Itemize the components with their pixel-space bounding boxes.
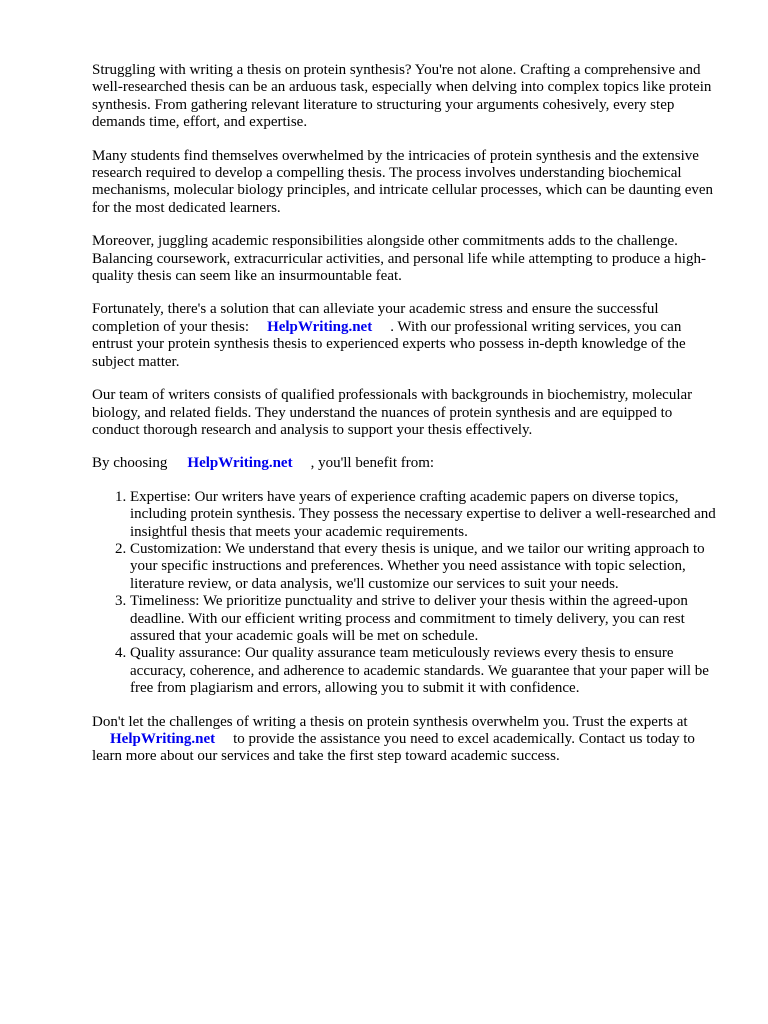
paragraph-closing [92, 714, 722, 766]
solution-text-before: Fortunately, there's a solution that can alleviate your academic stress and ensure the successful completion of your thesis: [92, 301, 659, 335]
paragraph-overwhelmed: Many students find themselves overwhelmed by the intricacies of protein synthesis and the extensive research required to develop a compelling thesis. The process involves understanding biochemical mechanisms, molecular biology principles, and intricate cellular processes, which can be daunting even for the most dedicated learners. [92, 147, 714, 216]
paragraph-solution [92, 301, 722, 371]
benefit-item-expertise: 1. Expertise: Our writers have years of experience crafting academic papers on diverse topics, including protein synthesis. They possess the necessary expertise to deliver a well-researched and insightful thesis that meets your academic requirements. [130, 489, 722, 541]
paragraph-intro: Struggling with writing a thesis on protein synthesis? You're not alone. Crafting a comprehensive and well-researched thesis can be an arduous task, especially when delving into complex topics like protein synthesis. From gathering relevant literature to structuring your arguments cohesively, every step demands time, effort, and expertise. [92, 62, 712, 131]
benefit-item-customization: 2. Customization: We understand that every thesis is unique, and we tailor our writing approach to your specific instructions and preferences. Whether you need assistance with topic selection, literature review, or data analysis, we'll customize our services to suit your needs. [130, 541, 722, 593]
benefit-item-timeliness: 3. Timeliness: We prioritize punctuality and strive to deliver your thesis within the agreed-upon deadline. With our efficient writing process and commitment to timely delivery, you can rest assured that your academic goals will be met on schedule. [130, 593, 722, 645]
choosing-text-after: , you'll benefit from: [310, 455, 435, 472]
paragraph-juggling: Moreover, juggling academic responsibilities alongside other commitments adds to the challenge. Balancing coursework, extracurricular activities, and personal life while attempting to produce a high-quality thesis can seem like an insurmountable feat. [92, 233, 706, 285]
helpwriting-link-1[interactable]: HelpWriting.net [267, 318, 373, 335]
paragraph-choosing [92, 455, 722, 472]
benefit-item-quality-assurance: 4. Quality assurance: Our quality assurance team meticulously reviews every thesis to ensure accuracy, coherence, and adherence to academic standards. We guarantee that your paper will be free from plagiarism and errors, allowing you to submit it with confidence. [130, 645, 722, 697]
solution-text-after: . With our professional writing services, you can entrust your protein synthesis thesis to experienced experts who possess in-depth knowledge of the subject matter. [92, 318, 686, 370]
benefits-list [92, 489, 722, 698]
choosing-text-before: By choosing [92, 455, 168, 472]
helpwriting-link-2[interactable]: HelpWriting.net [187, 455, 293, 472]
paragraph-team: Our team of writers consists of qualified professionals with backgrounds in biochemistry, molecular biology, and related fields. They understand the nuances of protein synthesis and are equipped to conduct thorough research and analysis to support your thesis effectively. [92, 387, 693, 438]
closing-text-after: to provide the assistance you need to excel academically. Contact us today to learn more about our services and take the first step toward academic success. [92, 731, 695, 765]
helpwriting-link-3[interactable]: HelpWriting.net [110, 731, 216, 747]
closing-text-before: Don't let the challenges of writing a thesis on protein synthesis overwhelm you. Trust the experts at [92, 713, 688, 730]
